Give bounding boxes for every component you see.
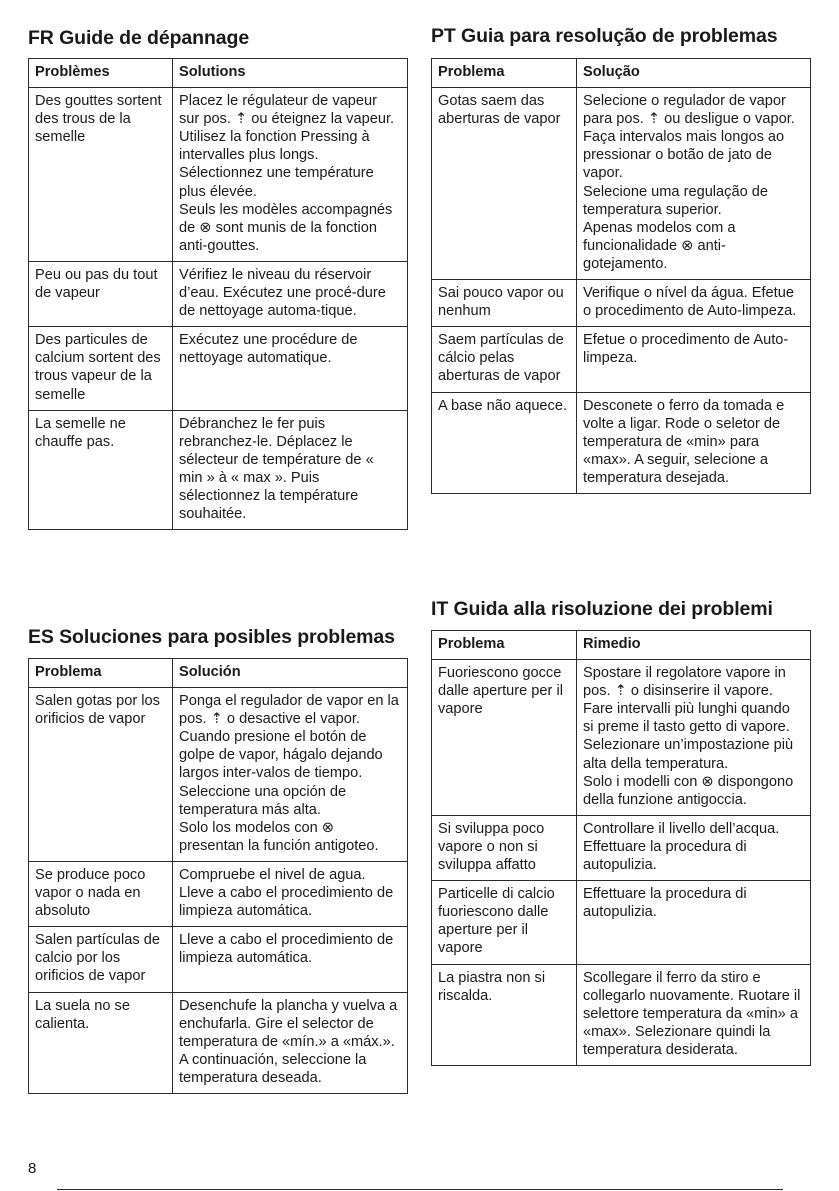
table-row — [432, 392, 811, 493]
solution-cell — [173, 927, 408, 992]
solution-cell — [577, 964, 811, 1065]
footer-divider — [57, 1189, 783, 1190]
column-header-problem: Problema — [29, 659, 173, 688]
solution-line: Controllare il livello dell’acqua. Effettuare la procedura di autopulizia. — [583, 820, 780, 874]
table-row — [29, 992, 408, 1093]
troubleshooting-table-it — [431, 630, 811, 1066]
troubleshooting-table-es — [28, 658, 408, 1094]
section-fr — [28, 26, 408, 530]
solution-line: Scollegare il ferro da stiro e collegarlo nuovamente. Ruotare il selettore temperatura da «min» a «max». Selezionare quindi la temperatura desiderata. — [583, 969, 801, 1058]
problem-cell: La suela no se calienta. — [29, 992, 173, 1093]
solution-cell — [173, 410, 408, 530]
solution-line: Seleccione una opción de temperatura más alta. — [179, 783, 347, 818]
solution-line: Lleve a cabo el procedimiento de limpieza automática. — [179, 932, 394, 967]
solution-line: Spostare il regolatore vapore in pos. ⇡ o disinserire il vapore. Fare intervalli più lunghi quando si preme il tasto getto di vapore. — [583, 665, 790, 736]
section-title-fr: FR Guide de dépannage — [28, 27, 250, 49]
solution-line: Exécutez une procédure de nettoyage automatique. — [179, 332, 358, 367]
solution-line: Solo i modelli con ⊗ dispongono della funzione antigoccia. — [583, 773, 794, 808]
column-header-problem: Problema — [432, 59, 577, 88]
section-it — [431, 597, 811, 1066]
solution-cell — [173, 688, 408, 862]
table-row — [29, 410, 408, 530]
table-row — [432, 964, 811, 1065]
solution-line: Effettuare la procedura di autopulizia. — [583, 886, 747, 921]
table-header-row — [29, 59, 408, 88]
problem-cell: Salen partículas de calcio por los orificios de vapor — [29, 927, 173, 992]
problem-cell: La semelle ne chauffe pas. — [29, 410, 173, 530]
column-header-solution: Solutions — [173, 59, 408, 88]
page-number: 8 — [28, 1160, 37, 1177]
table-row — [29, 688, 408, 862]
solution-line: Débranchez le fer puis rebranchez-le. Déplacez le sélecteur de température de « min » à « max ». Puis sélectionnez la température souhaitée. — [179, 415, 374, 523]
solution-line: Placez le régulateur de vapeur sur pos. ⇡ ou éteignez la vapeur. Utilisez la fonction Pressing à intervalles plus longs. — [179, 93, 395, 164]
problem-cell: Se produce poco vapor o nada en absoluto — [29, 861, 173, 926]
solution-cell — [577, 881, 811, 964]
solution-line: Selecione uma regulação de temperatura superior. — [583, 183, 768, 218]
section-title-pt: PT Guia para resolução de problemas — [431, 25, 778, 47]
table-row — [29, 927, 408, 992]
solution-line: Vérifiez le niveau du réservoir d’eau. Exécutez une procé-dure de nettoyage automa-tique. — [179, 266, 386, 320]
solution-cell — [173, 327, 408, 410]
table-row — [432, 660, 811, 816]
solution-cell — [577, 88, 811, 280]
solution-line: Seuls les modèles accompagnés de ⊗ sont munis de la fonction anti-gouttes. — [179, 201, 393, 254]
section-pt — [431, 24, 811, 494]
column-header-solution: Rimedio — [577, 631, 811, 660]
column-header-problem: Problèmes — [29, 59, 173, 88]
table-row — [29, 261, 408, 326]
table-row — [432, 327, 811, 392]
solution-line: Selezionare un’impostazione più alta della temperatura. — [583, 737, 794, 772]
table-row — [29, 861, 408, 926]
solution-cell — [173, 261, 408, 326]
table-row — [432, 815, 811, 880]
problem-cell: Si sviluppa poco vapore o non si sviluppa affatto — [432, 815, 577, 880]
solution-line: Ponga el regulador de vapor en la pos. ⇡ o desactive el vapor. Cuando presione el botón de golpe de vapor, hágalo dejando largos inter-valos de tiempo. — [179, 693, 399, 782]
solution-line: Solo los modelos con ⊗ presentan la función antigoteo. — [179, 819, 379, 854]
section-es — [28, 625, 408, 1094]
column-header-problem: Problema — [432, 631, 577, 660]
solution-cell — [173, 88, 408, 262]
solution-line: Apenas modelos com a funcionalidade ⊗ anti-gotejamento. — [583, 219, 736, 272]
table-row — [432, 88, 811, 280]
solution-cell — [577, 280, 811, 327]
solution-line: Compruebe el nivel de agua. Lleve a cabo el procedimiento de limpieza automática. — [179, 866, 394, 920]
table-row — [29, 327, 408, 410]
problem-cell: Gotas saem das aberturas de vapor — [432, 88, 577, 280]
column-header-solution: Solución — [173, 659, 408, 688]
section-title-it: IT Guida alla risoluzione dei problemi — [431, 598, 773, 620]
table-header-row — [29, 659, 408, 688]
problem-cell: La piastra non si riscalda. — [432, 964, 577, 1065]
table-row — [29, 88, 408, 262]
table-row — [432, 881, 811, 964]
problem-cell: A base não aquece. — [432, 392, 577, 493]
problem-cell: Salen gotas por los orificios de vapor — [29, 688, 173, 862]
solution-line: Selecione o regulador de vapor para pos. ⇡ ou desligue o vapor. — [583, 93, 795, 128]
solution-line: Desconete o ferro da tomada e volte a ligar. Rode o seletor de temperatura de «min» para «max». A seguir, selecione a temperatura desejada. — [583, 397, 785, 486]
solution-line: Faça intervalos mais longos ao pressionar o botão de jato de vapor. — [583, 129, 785, 182]
solution-line: Desenchufe la plancha y vuelva a enchufarla. Gire el selector de temperatura de «mín.» a «máx.». A continuación, seleccione la temperatura deseada. — [179, 997, 398, 1086]
solution-line: Sélectionnez une température plus élevée. — [179, 165, 374, 200]
problem-cell: Sai pouco vapor ou nenhum — [432, 280, 577, 327]
section-title-es: ES Soluciones para posibles problemas — [28, 626, 395, 648]
solution-cell — [577, 815, 811, 880]
problem-cell: Saem partículas de cálcio pelas aberturas de vapor — [432, 327, 577, 392]
solution-cell — [173, 861, 408, 926]
solution-line: Efetue o procedimento de Auto-limpeza. — [583, 332, 789, 367]
problem-cell: Particelle di calcio fuoriescono dalle aperture per il vapore — [432, 881, 577, 964]
solution-cell — [577, 327, 811, 392]
column-header-solution: Solução — [577, 59, 811, 88]
solution-cell — [577, 392, 811, 493]
problem-cell: Peu ou pas du tout de vapeur — [29, 261, 173, 326]
problem-cell: Fuoriescono gocce dalle aperture per il vapore — [432, 660, 577, 816]
solution-cell — [577, 660, 811, 816]
table-header-row — [432, 59, 811, 88]
troubleshooting-table-fr — [28, 58, 408, 530]
table-header-row — [432, 631, 811, 660]
table-row — [432, 280, 811, 327]
problem-cell: Des gouttes sortent des trous de la semelle — [29, 88, 173, 262]
solution-cell — [173, 992, 408, 1093]
solution-line: Verifique o nível da água. Efetue o procedimento de Auto-limpeza. — [583, 285, 797, 320]
problem-cell: Des particules de calcium sortent des trous vapeur de la semelle — [29, 327, 173, 410]
troubleshooting-table-pt — [431, 58, 811, 494]
